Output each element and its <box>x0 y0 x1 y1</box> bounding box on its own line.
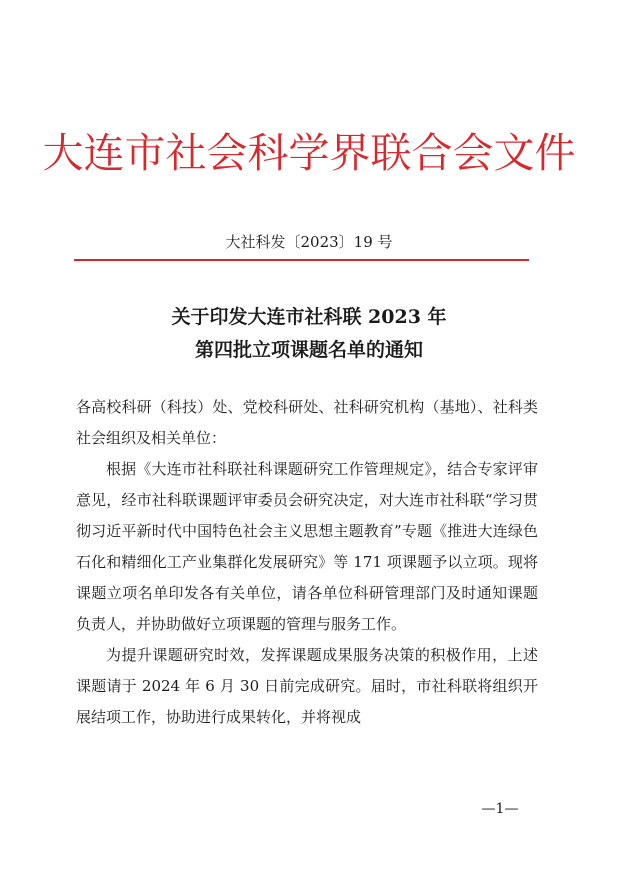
notice-title-line-1: 关于印发大连市社科联 2023 年 <box>171 306 447 328</box>
body-paragraph-2: 为提升课题研究时效，发挥课题成果服务决策的积极作用，上述课题请于 2024 年 6 月 30 日前完成研究。届时，市社科联将组织开展结项工作，协助进行成果转化，并将视成 <box>76 646 538 726</box>
notice-title-line-2: 第四批立项课题名单的通知 <box>194 339 423 361</box>
notice-title <box>0 301 618 367</box>
body-paragraph-1: 根据《大连市社科联社科课题研究工作管理规定》，结合专家评审意见，经市社科联课题评审委员会研究决定，对大连市社科联“学习贯彻习近平新时代中国特色社会主义思想主题教育”专题《推进大连绿色石化和精细化工产业集群化发展研究》等 171 项课题予以立项。现将课题立项名单印发各有关单位，请各单位科研管理部门及时通知课题负责人，并协助做好立项课题的管理与服务工作。 <box>76 460 538 633</box>
page-number: —1— <box>481 801 519 817</box>
addressee-paragraph: 各高校科研（科技）处、党校科研处、社科研究机构（基地）、社科类社会组织及相关单位： <box>76 398 538 447</box>
issuer-title: 大连市社会科学界联合会文件 <box>42 129 576 177</box>
red-divider-line <box>74 259 529 261</box>
document-number: 大社科发〔2023〕19 号 <box>225 233 393 251</box>
notice-body <box>76 392 538 733</box>
